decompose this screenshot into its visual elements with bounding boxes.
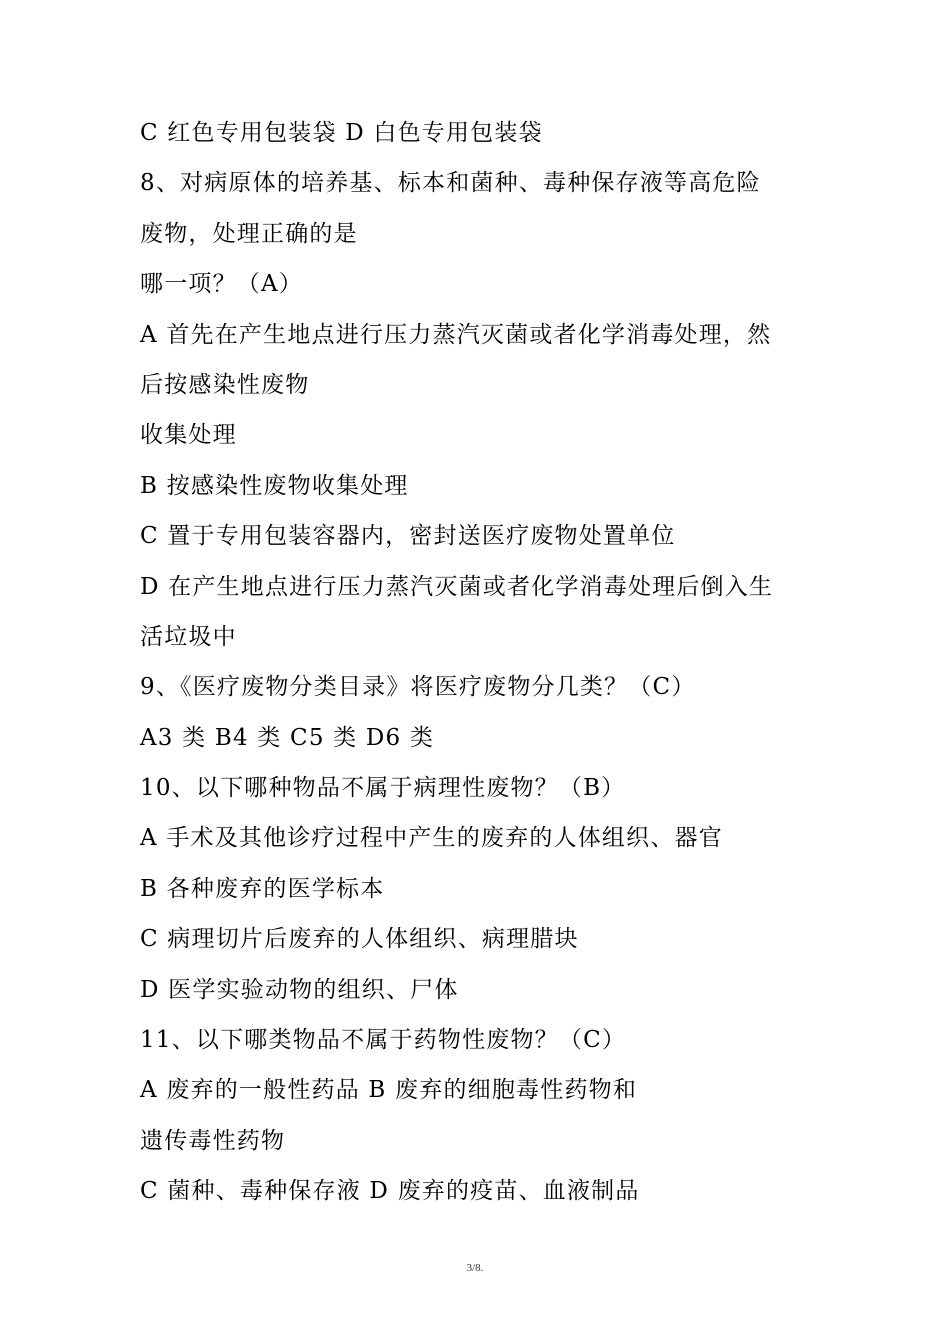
text-line: 收集处理 bbox=[140, 422, 237, 449]
options-line: A3 类 B4 类 C5 类 D6 类 bbox=[140, 724, 435, 751]
question-10: 10、以下哪种物品不属于病理性废物？（B） bbox=[140, 775, 626, 802]
page-number: 3/8. bbox=[466, 1262, 484, 1274]
option-d: D 在产生地点进行压力蒸汽灭菌或者化学消毒处理后倒入生 bbox=[140, 573, 774, 600]
options-line: C 菌种、毒种保存液 D 废弃的疫苗、血液制品 bbox=[140, 1178, 640, 1205]
text-line: 哪一项？（A） bbox=[140, 271, 304, 298]
text-line: 活垃圾中 bbox=[140, 623, 237, 650]
text-line: 后按感染性废物 bbox=[140, 371, 310, 398]
option-b: B 各种废弃的医学标本 bbox=[140, 875, 385, 902]
text-line: 遗传毒性药物 bbox=[140, 1127, 286, 1154]
option-b: B 按感染性废物收集处理 bbox=[140, 472, 409, 499]
question-11: 11、以下哪类物品不属于药物性废物？（C） bbox=[140, 1027, 627, 1054]
text-line: 废物，处理正确的是 bbox=[140, 220, 358, 247]
text-line: C 红色专用包装袋 D 白色专用包装袋 bbox=[140, 120, 543, 146]
options-line: A 废弃的一般性药品 B 废弃的细胞毒性药物和 bbox=[140, 1077, 638, 1104]
question-9: 9、《医疗废物分类目录》将医疗废物分几类？（C） bbox=[140, 674, 696, 701]
option-a: A 手术及其他诊疗过程中产生的废弃的人体组织、器官 bbox=[140, 825, 723, 852]
option-c: C 置于专用包装容器内，密封送医疗废物处置单位 bbox=[140, 523, 676, 550]
option-a: A 首先在产生地点进行压力蒸汽灭菌或者化学消毒处理，然 bbox=[140, 321, 772, 348]
document-body bbox=[140, 108, 820, 1217]
option-c: C 病理切片后废弃的人体组织、病理腊块 bbox=[140, 926, 579, 953]
option-d: D 医学实验动物的组织、尸体 bbox=[140, 976, 459, 1003]
question-8: 8、对病原体的培养基、标本和菌种、毒种保存液等高危险 bbox=[140, 170, 761, 197]
